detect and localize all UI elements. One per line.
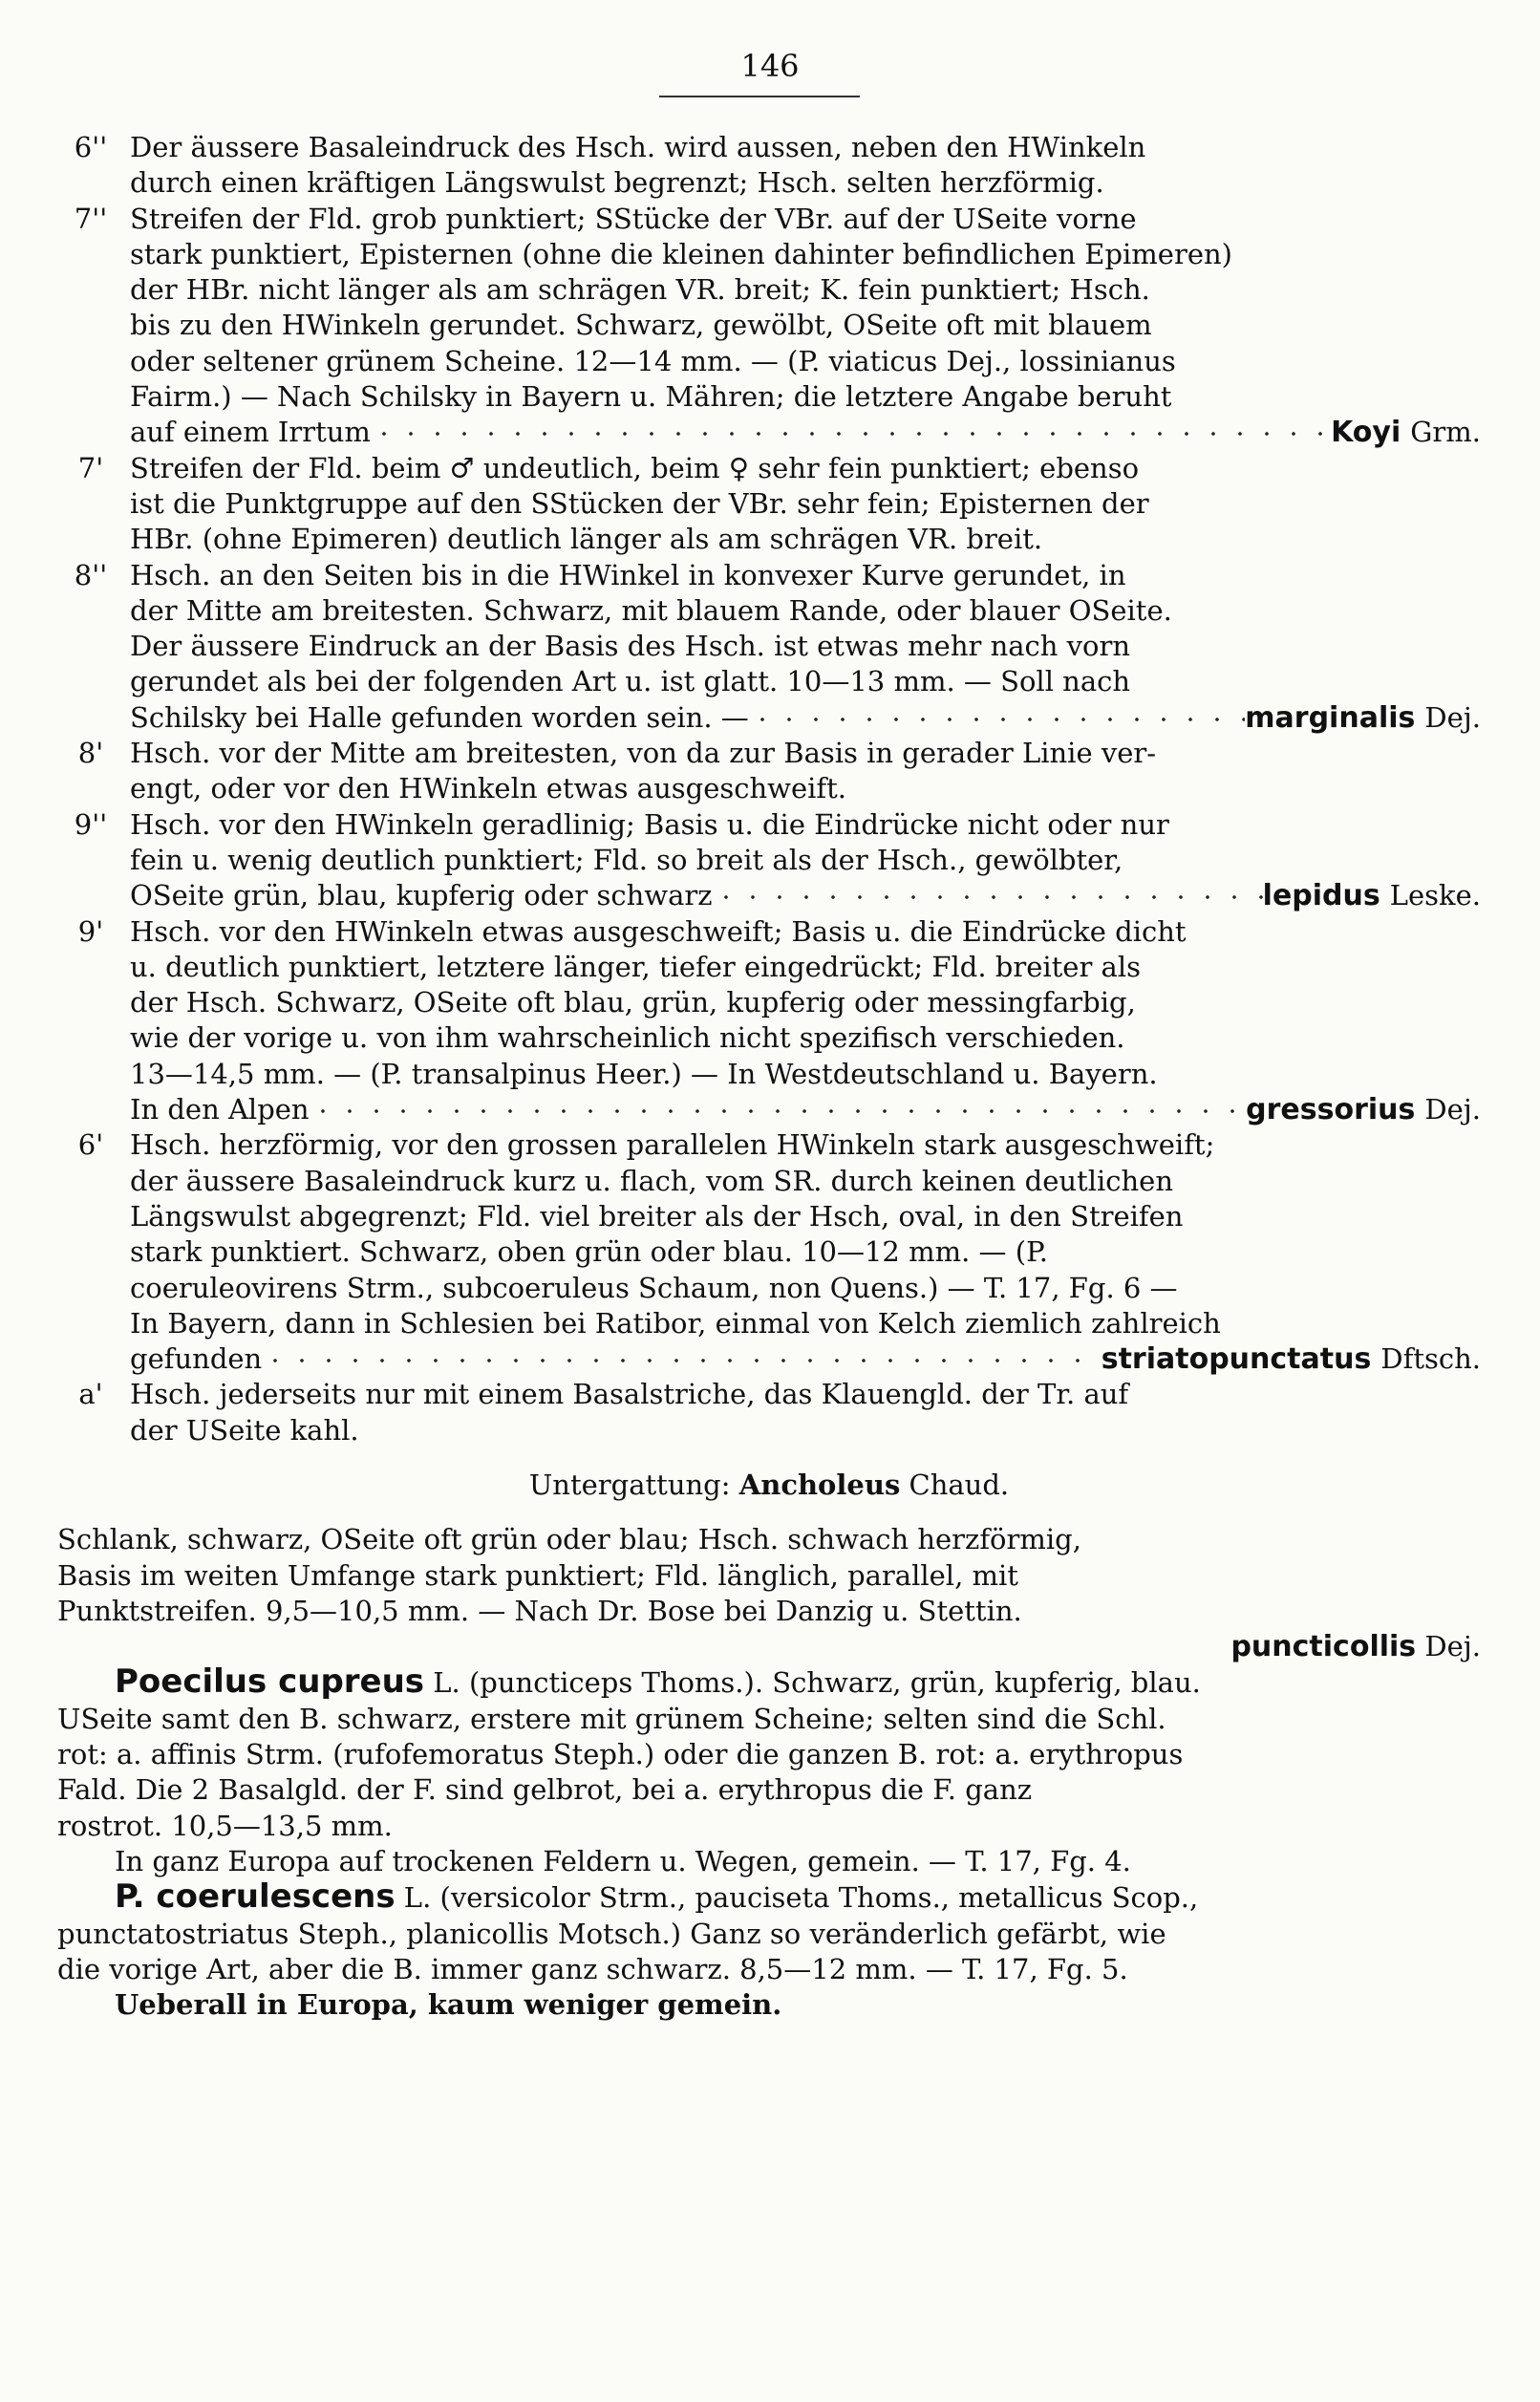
spacer <box>57 1503 1481 1522</box>
key-entry <box>57 451 1481 558</box>
key-mark: 6'' <box>74 131 108 163</box>
species-line <box>130 1092 1481 1127</box>
text-line: USeite samt den B. schwarz, erstere mit grünem Scheine; selten sind die Schl. <box>57 1702 1166 1735</box>
text-line: der HBr. nicht länger als am schrägen VR. breit; K. fein punktiert; Hsch. <box>130 273 1150 307</box>
key-mark: 6' <box>77 1128 104 1162</box>
poecilus-coerulescens-block <box>57 1879 1481 2023</box>
text-line: Basis im weiten Umfange stark punktiert; Fld. länglich, parallel, mit <box>57 1558 1018 1592</box>
leader-dots <box>371 415 1331 441</box>
species-line <box>130 878 1481 913</box>
text-line: Längswulst abgegrenzt; Fld. viel breiter als der Hsch, oval, in den Streifen <box>130 1199 1184 1233</box>
text-line: Schlank, schwarz, OSeite oft grün oder blau; Hsch. schwach herzförmig, <box>57 1523 1081 1556</box>
text-line: der Mitte am breitesten. Schwarz, mit blauem Rande, oder blauer OSeite. <box>130 593 1172 627</box>
subgenus-author: Chaud. <box>909 1468 1010 1501</box>
species-author: Leske. <box>1389 879 1481 912</box>
text-line: Hsch. herzförmig, vor den grossen parallelen HWinkeln stark ausgeschweift; <box>130 1128 1215 1162</box>
species-heading <box>57 1664 1481 1701</box>
text-line: durch einen kräftigen Längswulst begrenzt; Hsch. selten herzförmig. <box>130 166 1104 200</box>
species-author: L. <box>424 1666 469 1700</box>
text-line: der äussere Basaleindruck kurz u. flach, vom SR. durch keinen deutlichen <box>130 1164 1174 1197</box>
page-number: 146 <box>740 48 800 84</box>
subgenus-heading <box>57 1468 1481 1503</box>
key-mark: 9'' <box>74 807 108 841</box>
key-entries <box>57 130 1481 1448</box>
text-line: Streifen der Fld. beim ♂ undeutlich, beim ♀ sehr fein punktiert; ebenso <box>130 451 1140 484</box>
key-entry <box>57 807 1481 914</box>
poecilus-cupreus-block <box>57 1664 1481 1879</box>
page-content <box>57 130 1481 2023</box>
subgenus-prefix: Untergattung: <box>528 1468 731 1501</box>
text-line: Der äussere Eindruck an der Basis des Hsch. ist etwas mehr nach vorn <box>130 630 1131 663</box>
text-line: (puncticeps Thoms.). Schwarz, grün, kupferig, blau. <box>468 1666 1201 1700</box>
species-author: Dftsch. <box>1380 1342 1481 1376</box>
text-line: HBr. (ohne Epimeren) deutlich länger als am schrägen VR. breit. <box>130 523 1043 556</box>
species-line <box>130 700 1481 736</box>
species-name: Koyi <box>1331 416 1401 450</box>
text-line: bis zu den HWinkeln gerundet. Schwarz, gewölbt, OSeite oft mit blauem <box>130 309 1152 342</box>
text-line: Streifen der Fld. grob punktiert; SStücke der VBr. auf der USeite vorne <box>130 202 1137 235</box>
key-entry <box>57 202 1481 451</box>
leader-dots <box>262 1341 1102 1368</box>
subgenus-species-line <box>57 1629 1481 1664</box>
species-name: striatopunctatus <box>1101 1342 1372 1377</box>
species-line <box>130 415 1481 450</box>
species-name: gressorius <box>1246 1093 1416 1127</box>
text-line: Fald. Die 2 Basalgld. der F. sind gelbrot, bei a. erythropus die F. ganz <box>57 1773 1033 1807</box>
text-line: 13—14,5 mm. — (P. transalpinus Heer.) — In Westdeutschland u. Bayern. <box>130 1057 1158 1090</box>
key-entry <box>57 558 1481 736</box>
text-line: stark punktiert. Schwarz, oben grün oder blau. 10—12 mm. — (P. <box>130 1235 1048 1269</box>
species-line <box>130 1341 1481 1377</box>
spacer <box>57 1448 1481 1468</box>
text-line: Hsch. jederseits nur mit einem Basalstriche, das Klauengld. der Tr. auf <box>130 1378 1129 1411</box>
line-text: In den Alpen <box>130 1093 310 1126</box>
line-text: gefunden <box>130 1342 263 1376</box>
text-line: der Hsch. Schwarz, OSeite oft blau, grün, kupferig oder messingfarbig, <box>130 986 1136 1019</box>
key-entry <box>57 130 1481 202</box>
text-line: In Bayern, dann in Schlesien bei Ratibor, einmal von Kelch ziemlich zahlreich <box>130 1306 1221 1340</box>
species-puncticollis: puncticollis <box>1230 1630 1417 1664</box>
key-entry <box>57 1377 1481 1448</box>
key-mark: 8'' <box>74 558 108 591</box>
text-line: rostrot. 10,5—13,5 mm. <box>57 1809 393 1842</box>
text-line: Hsch. vor den HWinkeln etwas ausgeschweift; Basis u. die Eindrücke dicht <box>130 914 1187 948</box>
text-line: rot: a. affinis Strm. (rufofemoratus Steph.) oder die ganzen B. rot: a. erythropus <box>57 1738 1184 1771</box>
species-author: Dej. <box>1424 700 1481 734</box>
key-entry <box>57 914 1481 1128</box>
text-line: engt, oder vor den HWinkeln etwas ausgeschweift. <box>130 772 847 805</box>
species-name: Poecilus cupreus <box>115 1662 425 1702</box>
text-line: gerundet als bei der folgenden Art u. ist glatt. 10—13 mm. — Soll nach <box>130 665 1131 698</box>
header-rule <box>659 96 860 97</box>
line-text: Schilsky bei Halle gefunden worden sein. — <box>130 700 749 734</box>
key-mark: 7' <box>77 451 104 484</box>
species-author: Grm. <box>1410 416 1481 449</box>
text-line: Hsch. vor den HWinkeln geradlinig; Basis u. die Eindrücke nicht oder nur <box>130 807 1169 841</box>
line-text: auf einem Irrtum <box>130 416 371 449</box>
leader-dots <box>713 878 1263 905</box>
leader-dots <box>310 1092 1247 1119</box>
text-line: Fairm.) — Nach Schilsky in Bayern u. Mähren; die letztere Angabe beruht <box>130 380 1172 414</box>
text-line: Der äussere Basaleindruck des Hsch. wird aussen, neben den HWinkeln <box>130 131 1146 163</box>
text-line: u. deutlich punktiert, letztere länger, tiefer eingedrückt; Fld. breiter als <box>130 950 1141 983</box>
text-line: (versicolor Strm., pauciseta Thoms., metallicus Scop., <box>439 1881 1199 1915</box>
locality-line: In ganz Europa auf trockenen Feldern u. Wegen, gemein. — T. 17, Fg. 4. <box>115 1844 1131 1877</box>
key-mark: 8' <box>77 737 104 770</box>
species-author: Dej. <box>1424 1630 1481 1663</box>
species-heading <box>57 1879 1481 1916</box>
text-line: wie der vorige u. von ihm wahrscheinlich nicht spezifisch verschieden. <box>130 1021 1125 1055</box>
locality-line: Ueberall in Europa, kaum weniger gemein. <box>115 1988 782 2022</box>
species-name: marginalis <box>1245 700 1416 735</box>
text-line: fein u. wenig deutlich punktiert; Fld. so breit als der Hsch., gewölbter, <box>130 843 1123 876</box>
key-entry <box>57 1127 1481 1377</box>
species-author: L. <box>395 1881 440 1915</box>
text-line: Hsch. vor der Mitte am breitesten, von da zur Basis in gerader Linie ver- <box>130 737 1157 770</box>
text-line: der USeite kahl. <box>130 1413 359 1447</box>
text-line: Hsch. an den Seiten bis in die HWinkel in konvexer Kurve gerundet, in <box>130 558 1126 591</box>
text-line: Punktstreifen. 9,5—10,5 mm. — Nach Dr. Bose bei Danzig u. Stettin. <box>57 1594 1022 1627</box>
text-line: stark punktiert, Episternen (ohne die kleinen dahinter befindlichen Epimeren) <box>130 237 1232 270</box>
subgenus-name: Ancholeus <box>738 1468 901 1501</box>
key-mark: 7'' <box>74 202 108 235</box>
line-text: OSeite grün, blau, kupferig oder schwarz <box>130 879 713 912</box>
key-mark: a' <box>78 1378 103 1411</box>
text-line: ist die Punktgruppe auf den SStücken der VBr. sehr fein; Episternen der <box>130 486 1149 520</box>
leader-dots <box>749 700 1246 727</box>
species-author: Dej. <box>1424 1093 1481 1126</box>
subgenus-paragraph <box>57 1522 1481 1629</box>
species-name: P. coerulescens <box>115 1877 396 1917</box>
text-line: oder seltener grünem Scheine. 12—14 mm. — (P. viaticus Dej., lossinianus <box>130 344 1176 377</box>
text-line: die vorige Art, aber die B. immer ganz schwarz. 8,5—12 mm. — T. 17, Fg. 5. <box>57 1952 1128 1985</box>
species-name: lepidus <box>1262 879 1380 913</box>
key-entry <box>57 736 1481 807</box>
key-mark: 9' <box>77 914 104 948</box>
text-line: coeruleovirens Strm., subcoeruleus Schaum, non Quens.) — T. 17, Fg. 6 — <box>130 1271 1178 1304</box>
text-line: punctatostriatus Steph., planicollis Motsch.) Ganz so veränderlich gefärbt, wie <box>57 1917 1166 1950</box>
